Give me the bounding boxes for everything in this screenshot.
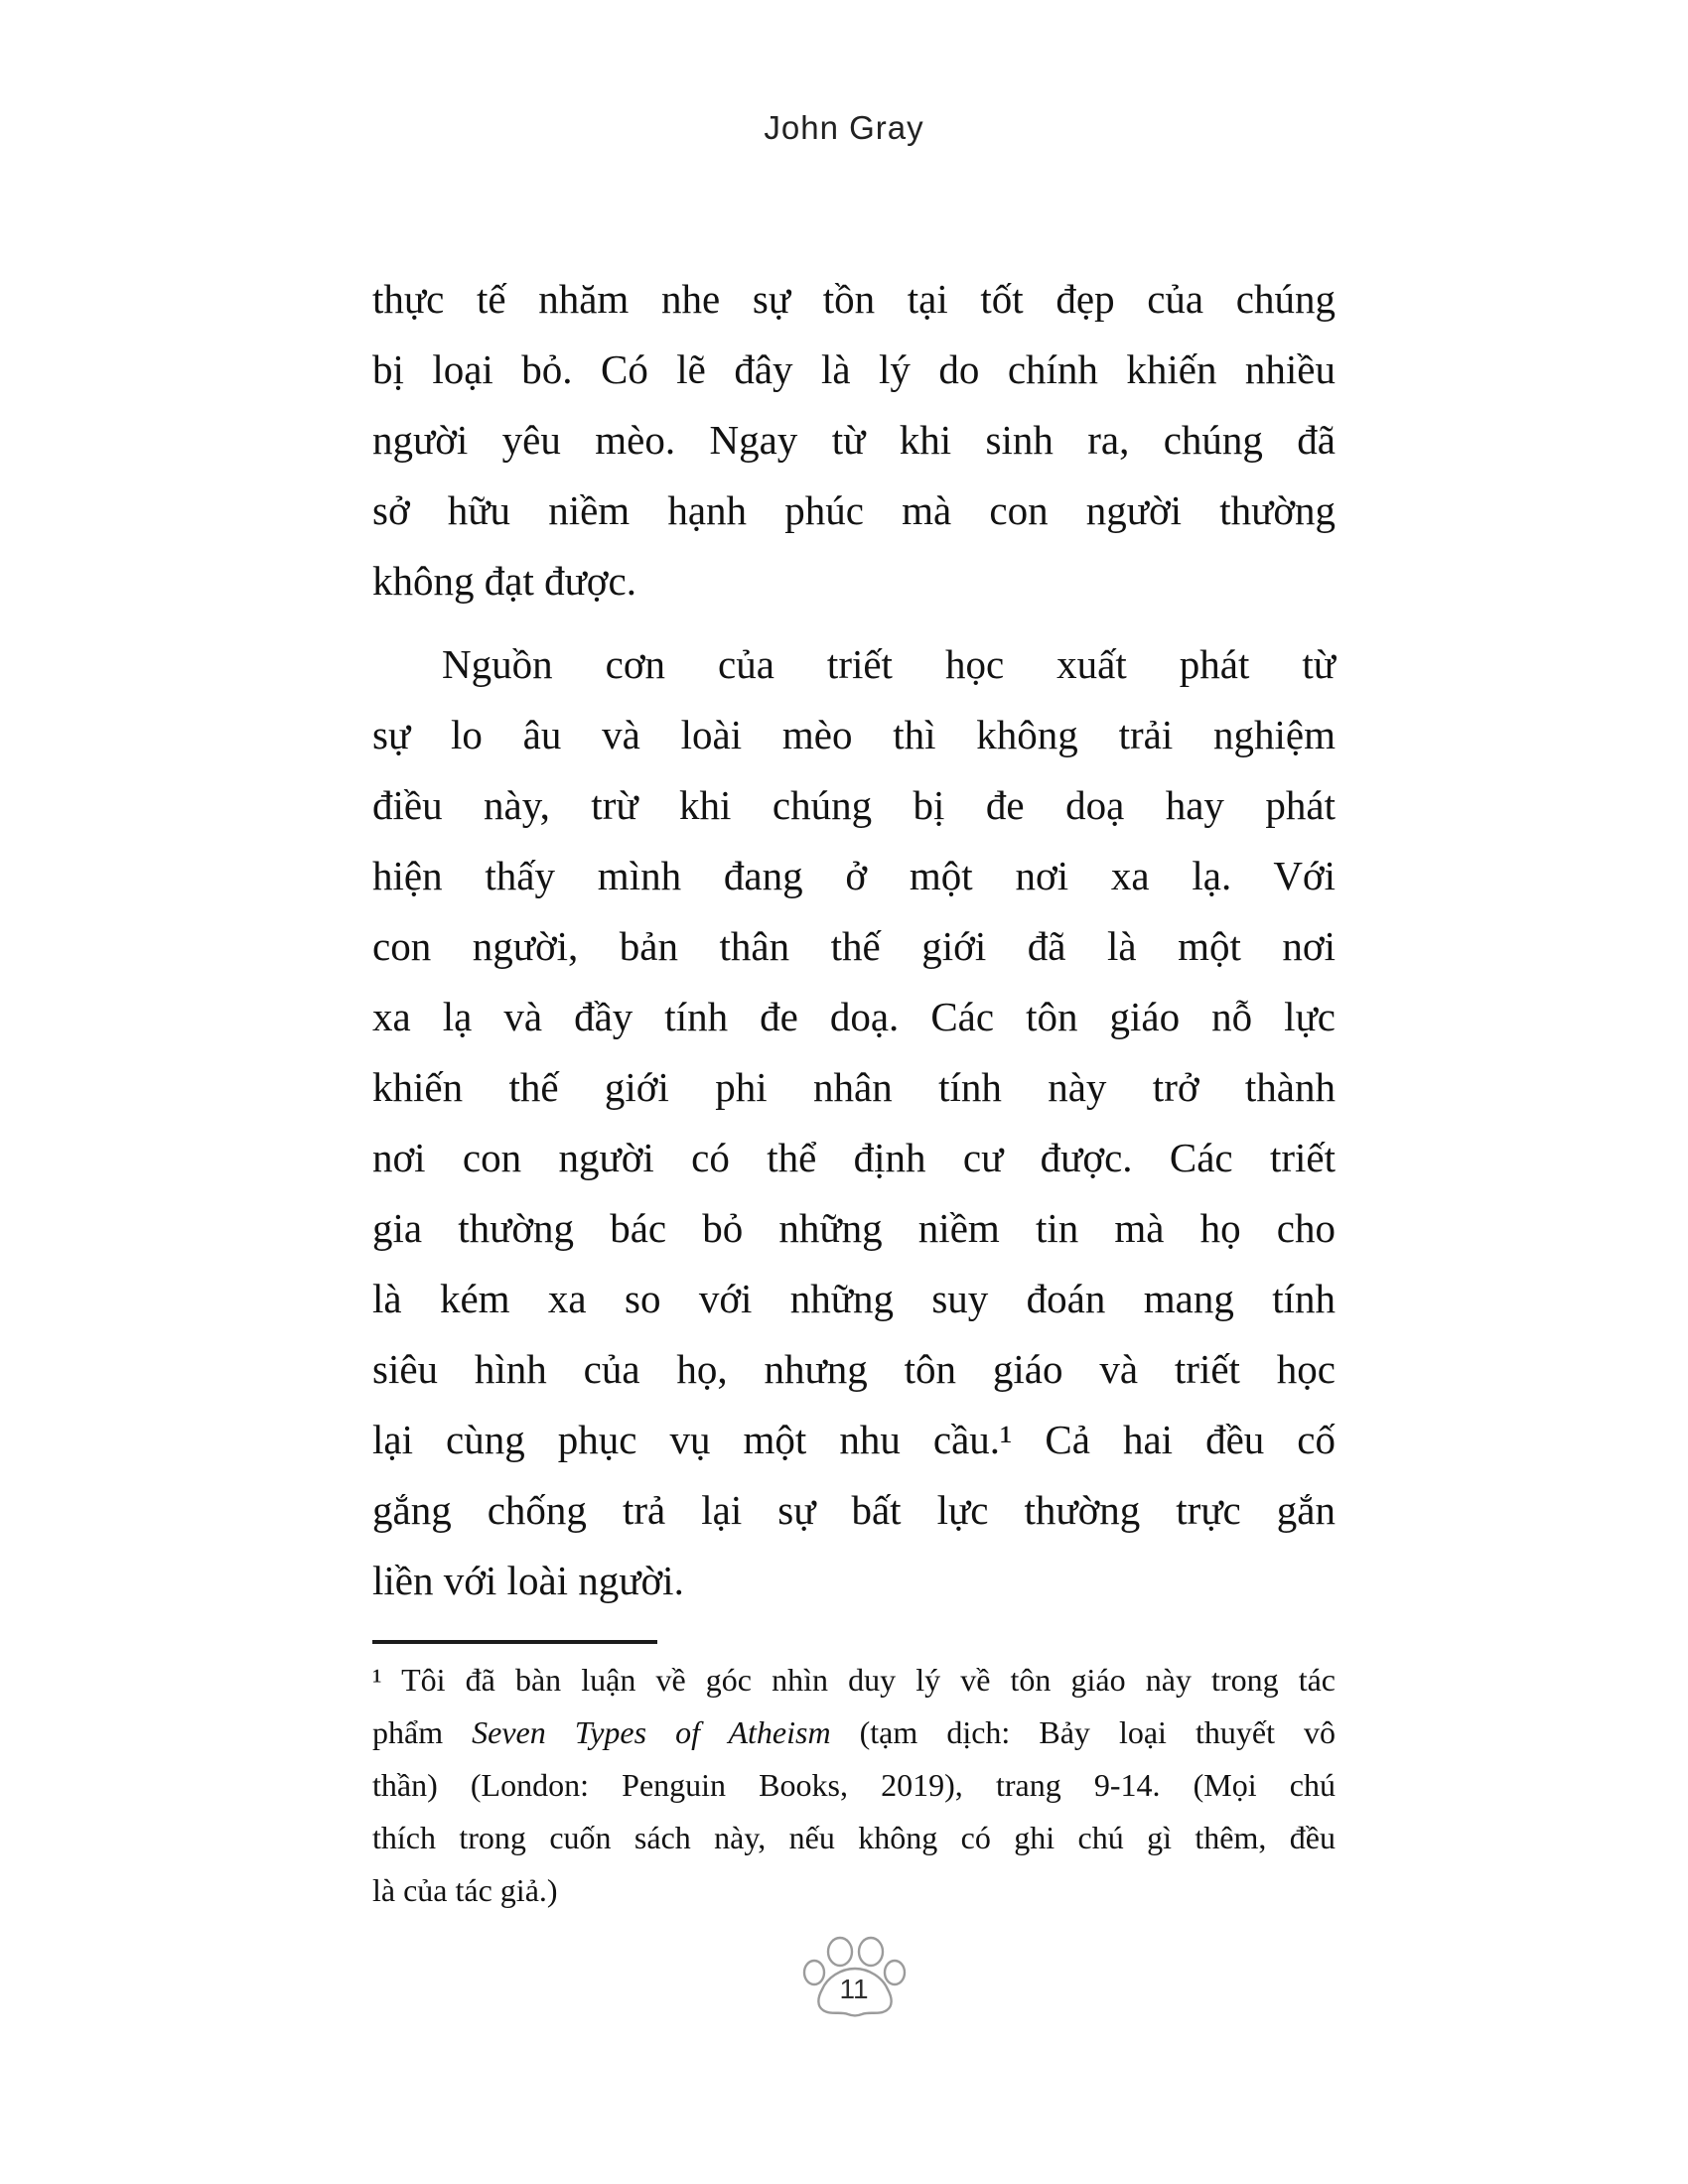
text-line: Nguồn cơn của triết học xuất phát từ [442,641,1336,687]
text-line: sự lo âu và loài mèo thì không trải nghiệm [372,712,1336,757]
text-line: gắng chống trả lại sự bất lực thường trực gắn [372,1487,1336,1533]
footnote-separator-rule [372,1640,657,1644]
text-line: khiến thế giới phi nhân tính này trở thành [372,1064,1336,1110]
paw-toe-inner-left [828,1938,852,1966]
text-line: người yêu mèo. Ngay từ khi sinh ra, chúng đã [372,417,1336,463]
text-line: điều này, trừ khi chúng bị đe doạ hay phát [372,782,1336,828]
footnote-line: là của tác giả.) [372,1872,558,1908]
footnote-line: thích trong cuốn sách này, nếu không có ghi chú gì thêm, đều [372,1820,1336,1855]
body-text [372,264,1336,1616]
text-line: liền với loài người. [372,1558,684,1603]
page-number-ornament [797,1934,911,2023]
text-line: không đạt được. [372,558,636,604]
text-line: gia thường bác bỏ những niềm tin mà họ cho [372,1205,1336,1251]
text-line: thực tế nhăm nhe sự tồn tại tốt đẹp của chúng [372,276,1336,322]
paragraph [372,264,1336,616]
text-line: là kém xa so với những suy đoán mang tính [372,1276,1336,1321]
text-line: bị loại bỏ. Có lẽ đây là lý do chính khiến nhiều [372,346,1336,392]
text-line: hiện thấy mình đang ở một nơi xa lạ. Với [372,853,1336,898]
text-line: sở hữu niềm hạnh phúc mà con người thường [372,487,1336,533]
paragraph [372,629,1336,1616]
footnote-line [372,1706,1336,1759]
footnote-line: thần) (London: Penguin Books, 2019), trang 9-14. (Mọi chú [372,1767,1336,1803]
footnote [372,1654,1336,1917]
text-line: nơi con người có thể định cư được. Các triết [372,1135,1336,1180]
running-header-author: John Gray [764,109,924,146]
text-line: xa lạ và đầy tính đe doạ. Các tôn giáo nỗ lực [372,994,1336,1039]
text-line: con người, bản thân thế giới đã là một nơi [372,923,1336,969]
text-line: siêu hình của họ, nhưng tôn giáo và triết học [372,1346,1336,1392]
paw-toe-inner-right [859,1938,883,1966]
page-number: 11 [839,1974,869,2004]
text-line: lại cùng phục vụ một nhu cầu.¹ Cả hai đều cố [372,1417,1336,1462]
footnote-text: phẩm [372,1714,473,1750]
footnote-lines [372,1759,1336,1917]
footnote-line: ¹ Tôi đã bàn luận về góc nhìn duy lý về tôn giáo này trong tác [372,1662,1336,1698]
footnote-text: (tạm dịch: Bảy loại thuyết vô [830,1714,1336,1750]
book-title-italic: Seven Types of Atheism [472,1714,831,1750]
